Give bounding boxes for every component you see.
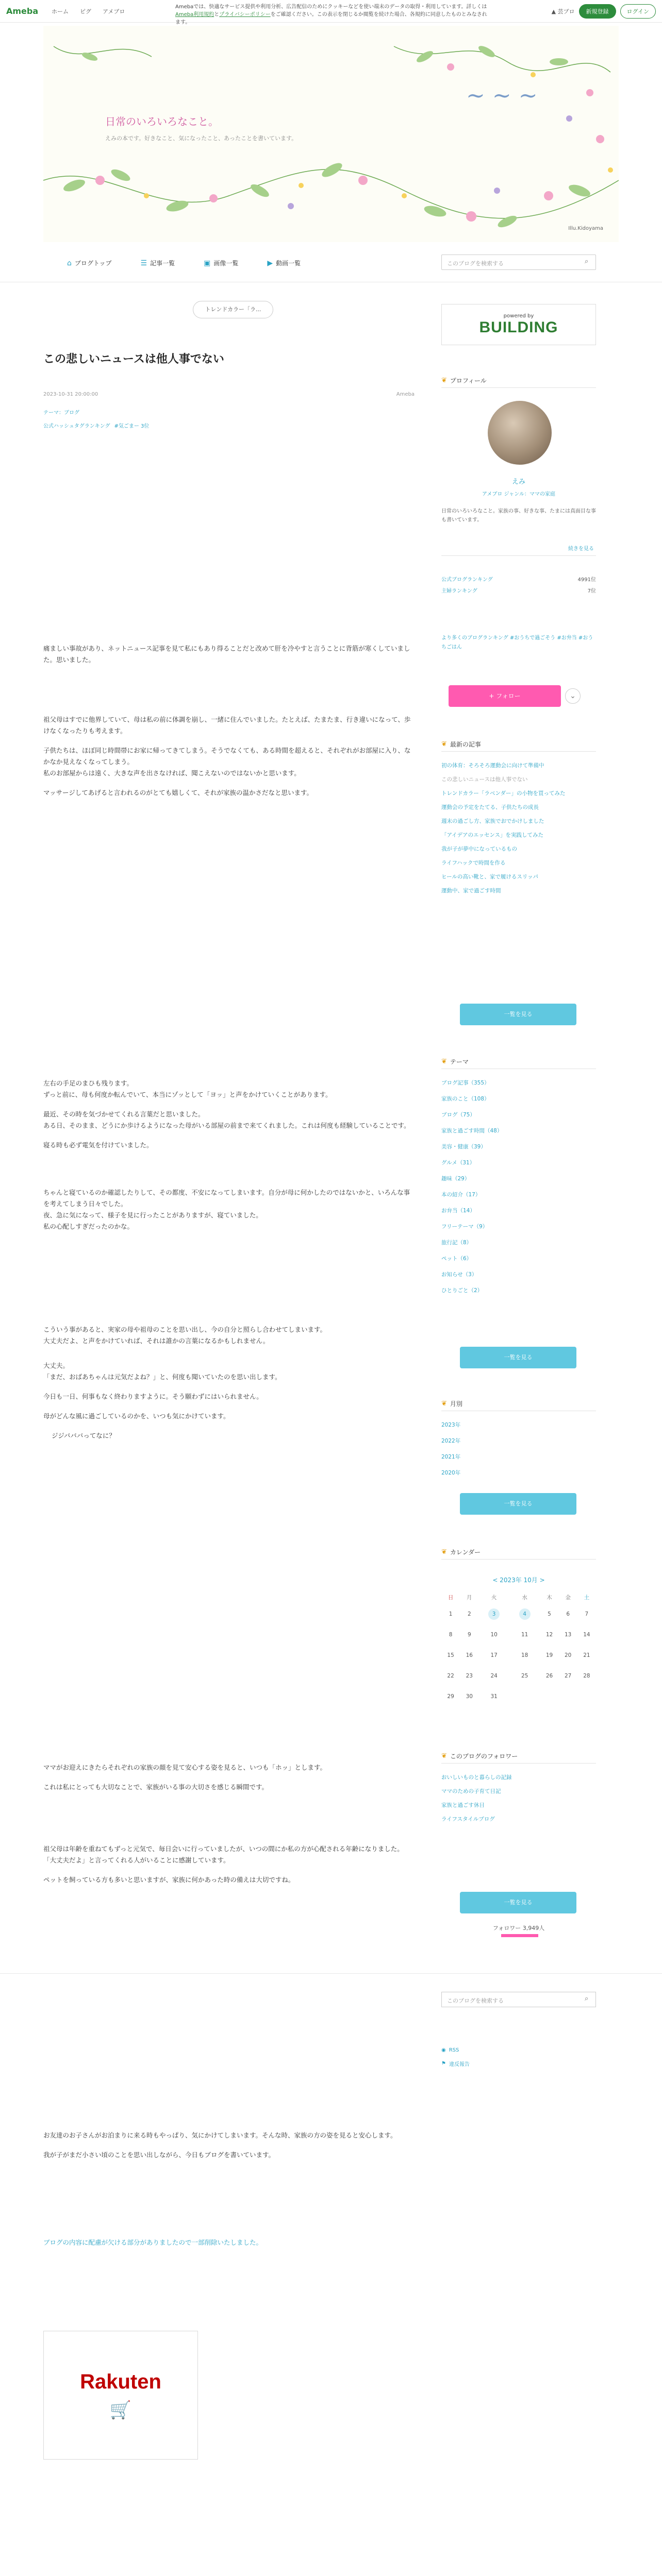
recent-post-link[interactable]: 我が子が夢中になっているもの — [441, 846, 517, 852]
calendar-day: 16 — [466, 1652, 473, 1658]
post-paragraph-2 — [43, 714, 415, 799]
paragraph-text: ちゃんと寝ているのか確認したりして、その都度、不安になってしまいます。自分が母に何かしたのではないかと、いろんな事を考えてしまう日々でした。 — [43, 1189, 410, 1208]
rss-label: RSS — [449, 2047, 459, 2053]
calendar-day-link[interactable]: 3 — [488, 1608, 500, 1620]
leaf-icon: ❦ — [441, 377, 447, 384]
top-nav — [52, 7, 125, 15]
calendar-day: 28 — [583, 1673, 590, 1679]
calendar-day: 25 — [521, 1673, 528, 1679]
recent-posts-list — [441, 761, 596, 901]
profile-more-link[interactable]: 続きを見る — [568, 546, 594, 552]
notice-text: Amebaでは、快適なサービス提供や利用分析、広告配信のためにクッキーなどを使い端末のデータの取得・利用しています。詳しくは — [175, 4, 487, 10]
nav-label: 動画一覧 — [276, 260, 301, 267]
sidebar-follow-button[interactable]: + フォロー — [449, 685, 561, 707]
paragraph-text: 私の心配しすぎだったのかな。 — [43, 1223, 134, 1230]
paragraph-text: 祖父母はすでに他界していて、母は私の前に体調を崩し、一緒に住んでいました。たとえば、たまたま、行き違いになって、歩けなくなったりも考えます。 — [43, 716, 411, 735]
post-footer-note — [43, 2237, 415, 2248]
weekday-label: 木 — [547, 1594, 552, 1601]
notice-text-suffix: をご確認ください。この表示を閉じるか閲覧を続けた場合、各規約に同意したものとみなされます。 — [175, 12, 487, 25]
nav-blog-top[interactable] — [67, 259, 112, 267]
calendar-day: 9 — [467, 1632, 471, 1638]
recent-more-button[interactable]: 一覧を見る — [460, 1004, 576, 1025]
calendar-heading — [441, 1548, 481, 1556]
rss-link[interactable] — [441, 2047, 459, 2053]
rank-label: 公式ブログランキング — [441, 577, 493, 583]
heading-text: カレンダー — [450, 1549, 481, 1556]
theme-more-button[interactable]: 一覧を見る — [460, 1347, 576, 1368]
post-quote-block — [43, 1360, 415, 1442]
calendar-day: 21 — [583, 1652, 590, 1658]
follower-blog-link[interactable]: ママのための子育て日記 — [441, 1788, 501, 1794]
archive-year-link[interactable]: 2021年 — [441, 1454, 461, 1460]
top-bar — [0, 0, 662, 23]
calendar-day[interactable] — [478, 1604, 509, 1624]
ameba-logo[interactable]: Ameba — [6, 6, 39, 16]
paragraph-text: 今日も一日、何事もなく終わりますように。そう願わずにはいられません。 — [43, 1393, 263, 1400]
followers-heading — [441, 1752, 518, 1760]
calendar-day: 31 — [490, 1693, 498, 1700]
follower-blog-link[interactable]: おいしいものと暮らしの記録 — [441, 1774, 512, 1781]
weekday-label: 水 — [522, 1594, 527, 1601]
login-button[interactable]: ログイン — [620, 4, 656, 19]
signup-button[interactable]: 新規登録 — [579, 4, 616, 19]
theme-link[interactable]: 美容・健康（39） — [441, 1144, 486, 1150]
theme-link[interactable]: グルメ（31） — [441, 1160, 475, 1166]
ranking-row-2[interactable] — [441, 586, 596, 594]
search-icon[interactable]: ⌕ — [585, 258, 589, 265]
calendar-day: 2 — [467, 1611, 471, 1617]
calendar-day — [540, 1686, 558, 1707]
calendar-day: 27 — [565, 1673, 572, 1679]
home-icon: ⌂ — [67, 259, 72, 267]
paragraph-text: 「大丈夫だよ」と言ってくれる人がいることに感謝しています。 — [43, 1856, 230, 1864]
paragraph-text: ジジバババってなに？ — [52, 1432, 115, 1439]
profile-description: 日常のいろいろなこと。家族の事、好きな事、たまには真面目な事も書いています。 — [441, 509, 596, 523]
paragraph-text: 左右の手足のまひも残ります。 — [43, 1079, 134, 1087]
post-paragraph-1 — [43, 643, 415, 666]
calendar-day: 15 — [447, 1652, 454, 1658]
paragraph-text: ブログの内容に配慮が欠ける部分がありましたので一部削除いたしました。 — [43, 2239, 263, 2246]
archive-year-link[interactable]: 2023年 — [441, 1422, 461, 1428]
post-theme-link[interactable]: テーマ：ブログ — [43, 410, 79, 416]
calendar-day: 1 — [449, 1611, 453, 1617]
paragraph-text: マッサージしてあげると言われるのがとても嬉しくて、それが家族の温かさだなと思います。 — [43, 789, 313, 796]
calendar-day: 5 — [548, 1611, 551, 1617]
illustration-credit: Illu.Kidoyama — [568, 226, 603, 231]
paragraph-text: ある日、そのまま、どうにか歩けるようになった母がいる部屋の前まで来てくれました。これは何度も経験していることです。 — [43, 1122, 410, 1129]
top-nav-home[interactable]: ホーム — [52, 8, 69, 15]
paragraph-text: 夜、急に気になって、様子を見に行ったことがありますが、寝ていました。 — [43, 1211, 262, 1219]
leaf-icon: ❦ — [441, 1058, 447, 1065]
top-right — [552, 4, 656, 19]
calendar-day — [577, 1686, 596, 1707]
recent-post-link[interactable]: 初の体育：そろそろ運動会に向けて準備中 — [441, 762, 544, 769]
recent-post-link[interactable]: 運動中、家で過ごす時間 — [441, 888, 501, 894]
sidebar-search-input[interactable]: このブログを検索する — [441, 1992, 596, 2007]
nav-label: ブログトップ — [74, 260, 112, 267]
weekday-label: 金 — [565, 1594, 571, 1601]
paragraph-text: 「まだ、おばあちゃんは元気だよね？」と、何度も聞いていたのを思い出します。 — [43, 1373, 282, 1381]
calendar-day: 17 — [490, 1652, 498, 1658]
archive-heading — [441, 1399, 462, 1408]
paragraph-text: 祖父母は年齢を重ねてもずっと元気で、毎日会いに行っていましたが、いつの間にか私の方が心配される年齢になりました。 — [43, 1845, 404, 1853]
paragraph-text: これは私にとっても大切なことで、家族がいる事の大切さを感じる瞬間です。 — [43, 1783, 269, 1791]
notice-text-mid: と — [214, 12, 220, 18]
calendar-day: 12 — [545, 1632, 553, 1638]
paragraph-text: 私のお部屋からは遠く、大きな声を出さなければ、聞こえないのではないかと思います。 — [43, 769, 301, 777]
theme-link[interactable]: お知らせ（3） — [441, 1272, 477, 1278]
paragraph-text: ペットを飼っている方も多いと思いますが、家族に何かあった時の備えは大切ですね。 — [43, 1876, 295, 1884]
archive-list — [441, 1421, 596, 1485]
leaf-icon: ❦ — [441, 1752, 447, 1760]
leaf-icon: ❦ — [441, 1548, 447, 1556]
recent-post-link[interactable]: 運動会の予定をたてる、子供たちの成長 — [441, 804, 539, 810]
profile-heading — [441, 376, 487, 385]
theme-link[interactable]: ペット（6） — [441, 1256, 472, 1262]
nav-video-list[interactable] — [267, 259, 301, 267]
powered-by-building[interactable] — [441, 304, 596, 345]
profile-genre[interactable]: アメブロ ジャンル：ママの家庭 — [482, 492, 556, 497]
theme-link[interactable]: 家族のこと（108） — [441, 1096, 490, 1102]
post-block-6 — [43, 1843, 415, 1886]
nav-article-list[interactable] — [141, 259, 175, 267]
recent-post-link[interactable]: 「アイデアのエッセンス」を実践してみた — [441, 832, 544, 838]
heading-text: 最新の記事 — [450, 741, 481, 748]
calendar-day: 6 — [566, 1611, 570, 1617]
cookie-notice — [175, 3, 490, 26]
rakuten-ad-banner[interactable] — [43, 2331, 198, 2460]
post-block-5 — [43, 1762, 415, 1793]
recent-post-link[interactable]: ライフハックで時間を作る — [441, 860, 506, 866]
nav-label: 記事一覧 — [150, 260, 175, 267]
recent-post-link[interactable]: 週末の過ごし方、家族でおでかけしました — [441, 818, 544, 824]
nav-label: 画像一覧 — [213, 260, 239, 267]
image-icon: ▣ — [204, 259, 211, 267]
heading-text: 月別 — [450, 1400, 462, 1408]
divider — [441, 751, 596, 752]
calendar-day-link[interactable]: 4 — [519, 1608, 531, 1620]
shopping-cart-icon: 🛒 — [109, 2399, 132, 2420]
paragraph-text: ママがお迎えにきたらそれぞれの家族の顔を見て安心する姿を見ると、いつも「ホッ」とします。 — [43, 1764, 327, 1771]
heading-text: プロフィール — [450, 377, 487, 384]
calendar — [441, 1575, 596, 1707]
flag-icon: ⚑ — [441, 2061, 446, 2066]
paragraph-text: 大丈夫だよ、と声をかけていれば、それは誰かの言葉になるかもしれません。 — [43, 1337, 270, 1345]
calendar-day[interactable] — [509, 1604, 540, 1624]
followers-list — [441, 1773, 596, 1829]
follow-options-button[interactable]: ⌄ — [565, 688, 581, 704]
theme-link[interactable]: 趣味（29） — [441, 1176, 470, 1182]
report-link[interactable] — [441, 2060, 470, 2067]
calendar-day: 29 — [447, 1693, 454, 1700]
section-divider — [0, 1973, 662, 1974]
blog-nav-menu — [0, 246, 662, 282]
calendar-day — [509, 1686, 540, 1707]
post-meta-right: Ameba — [396, 392, 415, 397]
rank-value: 4991位 — [577, 577, 596, 583]
follower-blog-link[interactable]: 家族と過ごす休日 — [441, 1802, 485, 1808]
theme-link[interactable]: ひとりごと（2） — [441, 1287, 483, 1294]
follower-highlight-bar — [501, 1934, 538, 1937]
calendar-day: 24 — [490, 1673, 498, 1679]
post-block-7 — [43, 2130, 415, 2161]
post-date: 2023-10-31 20:00:00 — [43, 392, 98, 397]
calendar-day: 8 — [449, 1632, 453, 1638]
paragraph-text: 母がどんな風に過ごしているのかを、いつも気にかけています。 — [43, 1412, 230, 1420]
theme-link[interactable]: 家族と過ごす時間（48） — [441, 1128, 503, 1134]
followers-more-button[interactable]: 一覧を見る — [460, 1892, 576, 1913]
follower-count[interactable]: フォロワー 3,949人 — [492, 1925, 545, 1931]
weekday-label: 火 — [491, 1594, 497, 1601]
calendar-day: 26 — [545, 1673, 553, 1679]
video-icon: ▶ — [267, 259, 273, 267]
post-block-4 — [43, 1324, 415, 1347]
top-nav-ameblo[interactable]: アメブロ — [103, 8, 125, 15]
archive-year-link[interactable]: 2020年 — [441, 1470, 461, 1476]
paragraph-text: 痛ましい事故があり、ネットニュース記事を見て私にもあり得ることだと改めて肝を冷やすと言うことに背筋が寒くしていました。思いました。 — [43, 645, 410, 664]
paragraph-text: 我が子がまだ小さい頃のことを思い出しながら、今日もブログを書いています。 — [43, 2151, 275, 2159]
calendar-day: 22 — [447, 1673, 454, 1679]
paragraph-text: こういう事があると、実家の母や祖母のことを思い出し、今の自分と照らし合わせてしまいます。 — [43, 1326, 327, 1333]
divider — [441, 1763, 596, 1764]
calendar-day: 20 — [565, 1652, 572, 1658]
calendar-day: 14 — [583, 1632, 590, 1638]
weekday-label: 月 — [467, 1594, 472, 1601]
calendar-day — [559, 1686, 577, 1707]
recent-post-link[interactable]: トレンドカラー「ラベンダー」の小物を買ってみた — [441, 790, 566, 796]
divider — [441, 1559, 596, 1560]
rank-label: 主婦ランキング — [441, 588, 477, 594]
geiburo-link[interactable]: ▲ 芸ブロ — [551, 8, 575, 15]
leaf-icon: ❦ — [441, 740, 447, 748]
calendar-grid — [441, 1590, 596, 1707]
post-block-3 — [43, 1187, 415, 1232]
leaf-icon: ❦ — [441, 1400, 447, 1408]
recent-post-link[interactable]: ヒールの高い靴と、家で履けるスリッパ — [441, 874, 538, 880]
paragraph-text: 子供たちは、ほぼ同じ時間帯にお家に帰ってきてしまう。そうでなくても、ある時間を超えると、それぞれがお部屋に入り、なかなか見えなくなってしまう。 — [43, 747, 411, 766]
divider — [441, 387, 596, 388]
paragraph-text: 大丈夫。 — [43, 1362, 70, 1369]
rss-icon: ◉ — [441, 2047, 446, 2053]
terms-link[interactable]: Ameba利用規約 — [175, 12, 214, 18]
theme-list — [441, 1079, 596, 1302]
archive-year-link[interactable]: 2022年 — [441, 1438, 461, 1444]
calendar-day: 10 — [490, 1632, 498, 1638]
paragraph-text: お友達のお子さんがお泊まりに来る時もやっぱり、気にかけてしまいます。そんな時、家族の方の姿を見ると安心します。 — [43, 2131, 397, 2139]
trend-theme-pill[interactable]: トレンドカラー「ラ... — [193, 301, 273, 318]
heading-text: テーマ — [450, 1058, 469, 1065]
ranking-row-1[interactable] — [441, 575, 596, 583]
profile-avatar[interactable] — [488, 401, 552, 465]
theme-link[interactable]: ブログ（75） — [441, 1112, 475, 1118]
recent-post-link[interactable]: この悲しいニュースは他人事でない — [441, 776, 528, 783]
report-label: 違反報告 — [449, 2062, 470, 2067]
paragraph-text: 最近、その時を気づかせてくれる言葉だと思いました。 — [43, 1110, 205, 1118]
calendar-title[interactable]: < 2023年 10月 > — [492, 1577, 545, 1584]
post-title[interactable]: この悲しいニュースは他人事でない — [43, 353, 224, 366]
hashtag-rank-link[interactable]: #気ごまー 3位 — [114, 423, 150, 429]
calendar-day: 18 — [521, 1652, 528, 1658]
theme-link[interactable]: 旅行記（8） — [441, 1240, 472, 1246]
privacy-link[interactable]: プライバシーポリシー — [219, 12, 271, 18]
nav-image-list[interactable] — [204, 259, 238, 267]
hashtag-ranking-link[interactable]: 公式ハッシュタグランキング — [43, 423, 110, 429]
list-icon: ☰ — [140, 259, 147, 267]
building-logo: BUILDING — [479, 318, 558, 336]
calendar-day: 19 — [545, 1652, 553, 1658]
paragraph-text: 寝る時も必ず電気を付けていました。 — [43, 1141, 153, 1149]
heading-text: このブログのフォロワー — [450, 1753, 518, 1760]
rakuten-logo: Rakuten — [80, 2370, 161, 2393]
post-meta — [43, 392, 415, 397]
svg-text:~ ~ ~: ~ ~ ~ — [466, 82, 538, 109]
divider — [441, 555, 596, 556]
rank-value: 7位 — [587, 588, 596, 594]
paragraph-text: ずっと前に、母も何度か転んでいて、本当にゾッとして「ヨッ」と声をかけていくことがあります。 — [43, 1091, 332, 1098]
post-tag-links — [43, 421, 149, 429]
blog-title[interactable]: 日常のいろいろなこと。 — [105, 115, 219, 128]
theme-heading — [441, 1057, 469, 1066]
profile-name[interactable]: えみ — [511, 478, 525, 486]
calendar-day: 11 — [521, 1632, 528, 1638]
post-block-2 — [43, 1078, 415, 1151]
weekday-label: 土 — [584, 1594, 590, 1601]
theme-link[interactable]: お弁当（14） — [441, 1208, 475, 1214]
theme-link[interactable]: 本の紹介（17） — [441, 1192, 481, 1198]
ranking-tags[interactable]: より多くのブログランキング #おうちで過ごそう #お弁当 #おうちごはん — [441, 635, 593, 650]
calendar-day: 30 — [466, 1693, 473, 1700]
powered-by-label: powered by — [503, 313, 534, 319]
theme-link[interactable]: ブログ記事（355） — [441, 1080, 490, 1086]
calendar-day: 13 — [565, 1632, 572, 1638]
theme-link[interactable]: フリーテーマ（9） — [441, 1224, 488, 1230]
header-banner[interactable] — [43, 26, 619, 242]
top-nav-pigg[interactable]: ピグ — [80, 8, 91, 15]
calendar-day: 23 — [466, 1673, 473, 1679]
blog-description: えみの本です。好きなこと、気になったこと、あったことを書いています。 — [105, 135, 297, 142]
blog-search-input[interactable]: このブログを検索する — [441, 255, 596, 270]
follower-blog-link[interactable]: ライフスタイルブログ — [441, 1816, 495, 1822]
archive-more-button[interactable]: 一覧を見る — [460, 1493, 576, 1515]
recent-heading — [441, 740, 481, 749]
calendar-day: 7 — [585, 1611, 589, 1617]
weekday-label: 日 — [448, 1594, 454, 1601]
search-icon[interactable]: ⌕ — [585, 1995, 589, 2003]
